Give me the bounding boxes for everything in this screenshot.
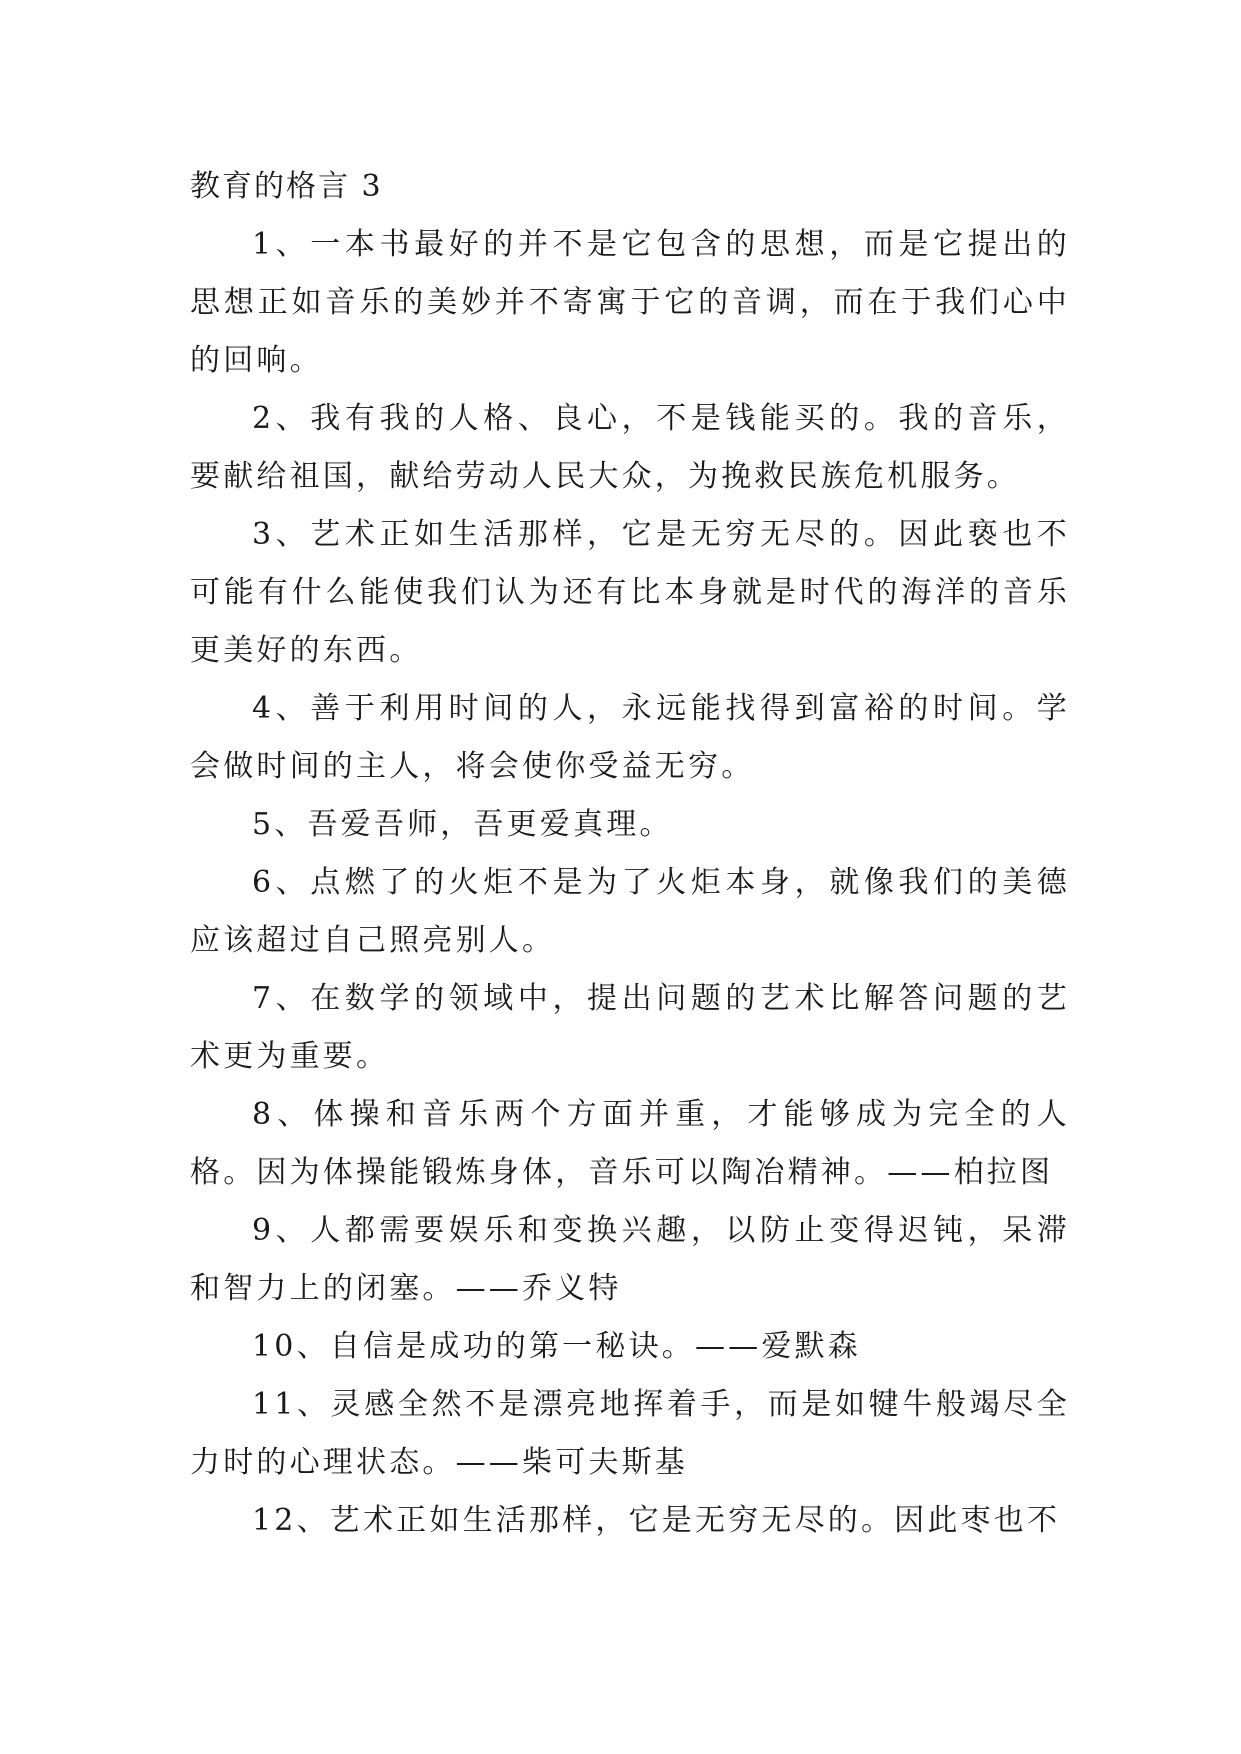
quote-item: 3、艺术正如生活那样，它是无穷无尽的。因此亵也不可能有什么能使我们认为还有比本身就是时代的海洋的音乐更美好的东西。 xyxy=(190,517,1070,668)
quote-item: 4、善于利用时间的人，永远能找得到富裕的时间。学会做时间的主人，将会使你受益无穷。 xyxy=(190,691,1070,784)
quote-item: 7、在数学的领域中，提出问题的艺术比解答问题的艺术更为重要。 xyxy=(190,981,1070,1074)
quote-item: 1、一本书最好的并不是它包含的思想，而是它提出的思想正如音乐的美妙并不寄寓于它的音调，而在于我们心中的回响。 xyxy=(190,227,1070,378)
document-title: 教育的格言 3 xyxy=(190,169,383,204)
quote-item: 8、体操和音乐两个方面并重，才能够成为完全的人格。因为体操能锻炼身体，音乐可以陶冶精神。——柏拉图 xyxy=(190,1097,1070,1190)
quote-item: 2、我有我的人格、良心，不是钱能买的。我的音乐，要献给祖国，献给劳动人民大众，为挽救民族危机服务。 xyxy=(190,401,1070,494)
quote-item: 11、灵感全然不是漂亮地挥着手，而是如犍牛般竭尽全力时的心理状态。——柴可夫斯基 xyxy=(190,1387,1070,1480)
quote-item: 10、自信是成功的第一秘诀。——爱默森 xyxy=(252,1329,861,1364)
document-body xyxy=(190,158,1070,1550)
quote-item: 6、点燃了的火炬不是为了火炬本身，就像我们的美德应该超过自己照亮别人。 xyxy=(190,865,1070,958)
quote-item: 9、人都需要娱乐和变换兴趣，以防止变得迟钝，呆滞和智力上的闭塞。——乔义特 xyxy=(190,1213,1070,1306)
quote-item: 5、吾爱吾师，吾更爱真理。 xyxy=(252,807,673,842)
quote-item: 12、艺术正如生活那样，它是无穷无尽的。因此枣也不 xyxy=(252,1503,1061,1538)
